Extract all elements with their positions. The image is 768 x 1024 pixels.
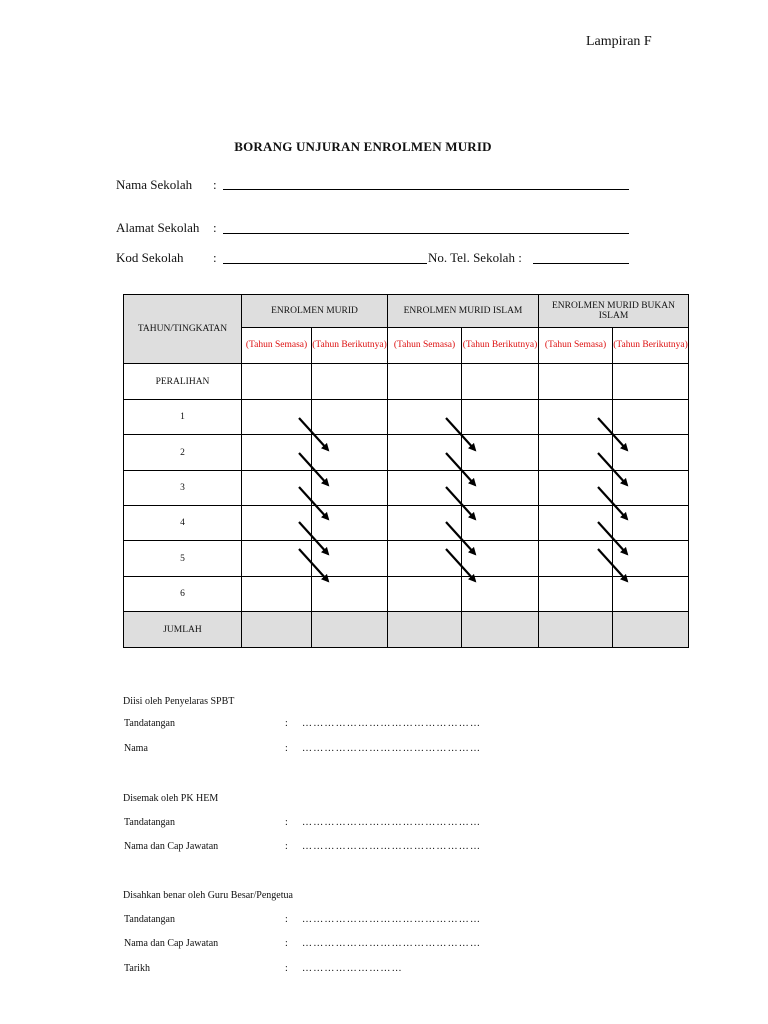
no-tel-label: No. Tel. Sekolah : (428, 250, 522, 265)
diagonal-arrow (299, 418, 328, 450)
signature-field[interactable]: ………………………………………… (302, 817, 482, 828)
diagonal-arrow (446, 487, 475, 519)
nama-cap-label: Nama dan Cap Jawatan (124, 938, 219, 949)
colon: : (285, 817, 288, 828)
section-heading: Diisi oleh Penyelaras SPBT (123, 696, 235, 707)
signature-field[interactable]: ………………………………………… (302, 718, 482, 729)
section-heading: Disemak oleh PK HEM (123, 793, 219, 804)
diagonal-arrow (598, 453, 627, 485)
sub-tahun-berikutnya: (Tahun Berikutnya) (462, 328, 539, 364)
diagonal-arrow (446, 418, 475, 450)
sub-tahun-berikutnya: (Tahun Berikutnya) (613, 328, 689, 364)
colon: : (285, 914, 288, 925)
nama-sekolah-label: Nama Sekolah (116, 177, 193, 192)
level-label: 2 (124, 435, 242, 471)
alamat-sekolah-label: Alamat Sekolah (116, 220, 200, 235)
colon: : (285, 841, 288, 852)
signature-field[interactable]: ………………………………………… (302, 914, 482, 925)
diagonal-arrow (598, 487, 627, 519)
level-label: 4 (124, 506, 242, 541)
diagonal-arrow (598, 522, 627, 554)
section-heading: Disahkan benar oleh Guru Besar/Pengetua (123, 890, 293, 901)
diagonal-arrow (299, 453, 328, 485)
colon: : (285, 743, 288, 754)
diagonal-arrow (598, 418, 627, 450)
tandatangan-label: Tandatangan (124, 718, 175, 729)
sub-tahun-semasa: (Tahun Semasa) (539, 328, 613, 364)
lampiran-label: Lampiran F (586, 34, 652, 49)
level-label: 6 (124, 577, 242, 612)
name-field[interactable]: ………………………………………… (302, 841, 482, 852)
colon: : (285, 938, 288, 949)
level-label: 1 (124, 400, 242, 435)
nama-cap-label: Nama dan Cap Jawatan (124, 841, 219, 852)
tarikh-label: Tarikh (124, 963, 150, 974)
level-label: 3 (124, 471, 242, 506)
colon: : (213, 177, 217, 192)
diagonal-arrow (299, 549, 328, 581)
colon: : (213, 250, 217, 265)
diagonal-arrow (446, 549, 475, 581)
kod-sekolah-label: Kod Sekolah (116, 250, 184, 265)
diagonal-arrow (598, 549, 627, 581)
diagonal-arrow (299, 522, 328, 554)
form-title: BORANG UNJURAN ENROLMEN MURID (234, 139, 492, 154)
tandatangan-label: Tandatangan (124, 817, 175, 828)
colon: : (213, 220, 217, 235)
enrolmen-bukan-islam-header: ENROLMEN MURID BUKAN ISLAM (539, 295, 689, 328)
nama-label: Nama (124, 743, 148, 754)
colon: : (285, 718, 288, 729)
colon: : (285, 963, 288, 974)
tandatangan-label: Tandatangan (124, 914, 175, 925)
name-field[interactable]: ………………………………………… (302, 938, 482, 949)
enrolmen-islam-header: ENROLMEN MURID ISLAM (388, 295, 539, 328)
level-label: 5 (124, 541, 242, 577)
diagonal-arrow (299, 487, 328, 519)
peralihan-label: PERALIHAN (124, 364, 242, 400)
name-field[interactable]: ………………………………………… (302, 743, 482, 754)
sub-tahun-berikutnya: (Tahun Berikutnya) (312, 328, 388, 364)
date-field[interactable]: ……………………… (302, 963, 403, 974)
enrolmen-murid-header: ENROLMEN MURID (242, 295, 388, 328)
diagonal-arrow (446, 522, 475, 554)
tahun-tingkatan-header: TAHUN/TINGKATAN (124, 295, 242, 364)
sub-tahun-semasa: (Tahun Semasa) (242, 328, 312, 364)
sub-tahun-semasa: (Tahun Semasa) (388, 328, 462, 364)
diagonal-arrow (446, 453, 475, 485)
jumlah-label: JUMLAH (124, 612, 242, 648)
